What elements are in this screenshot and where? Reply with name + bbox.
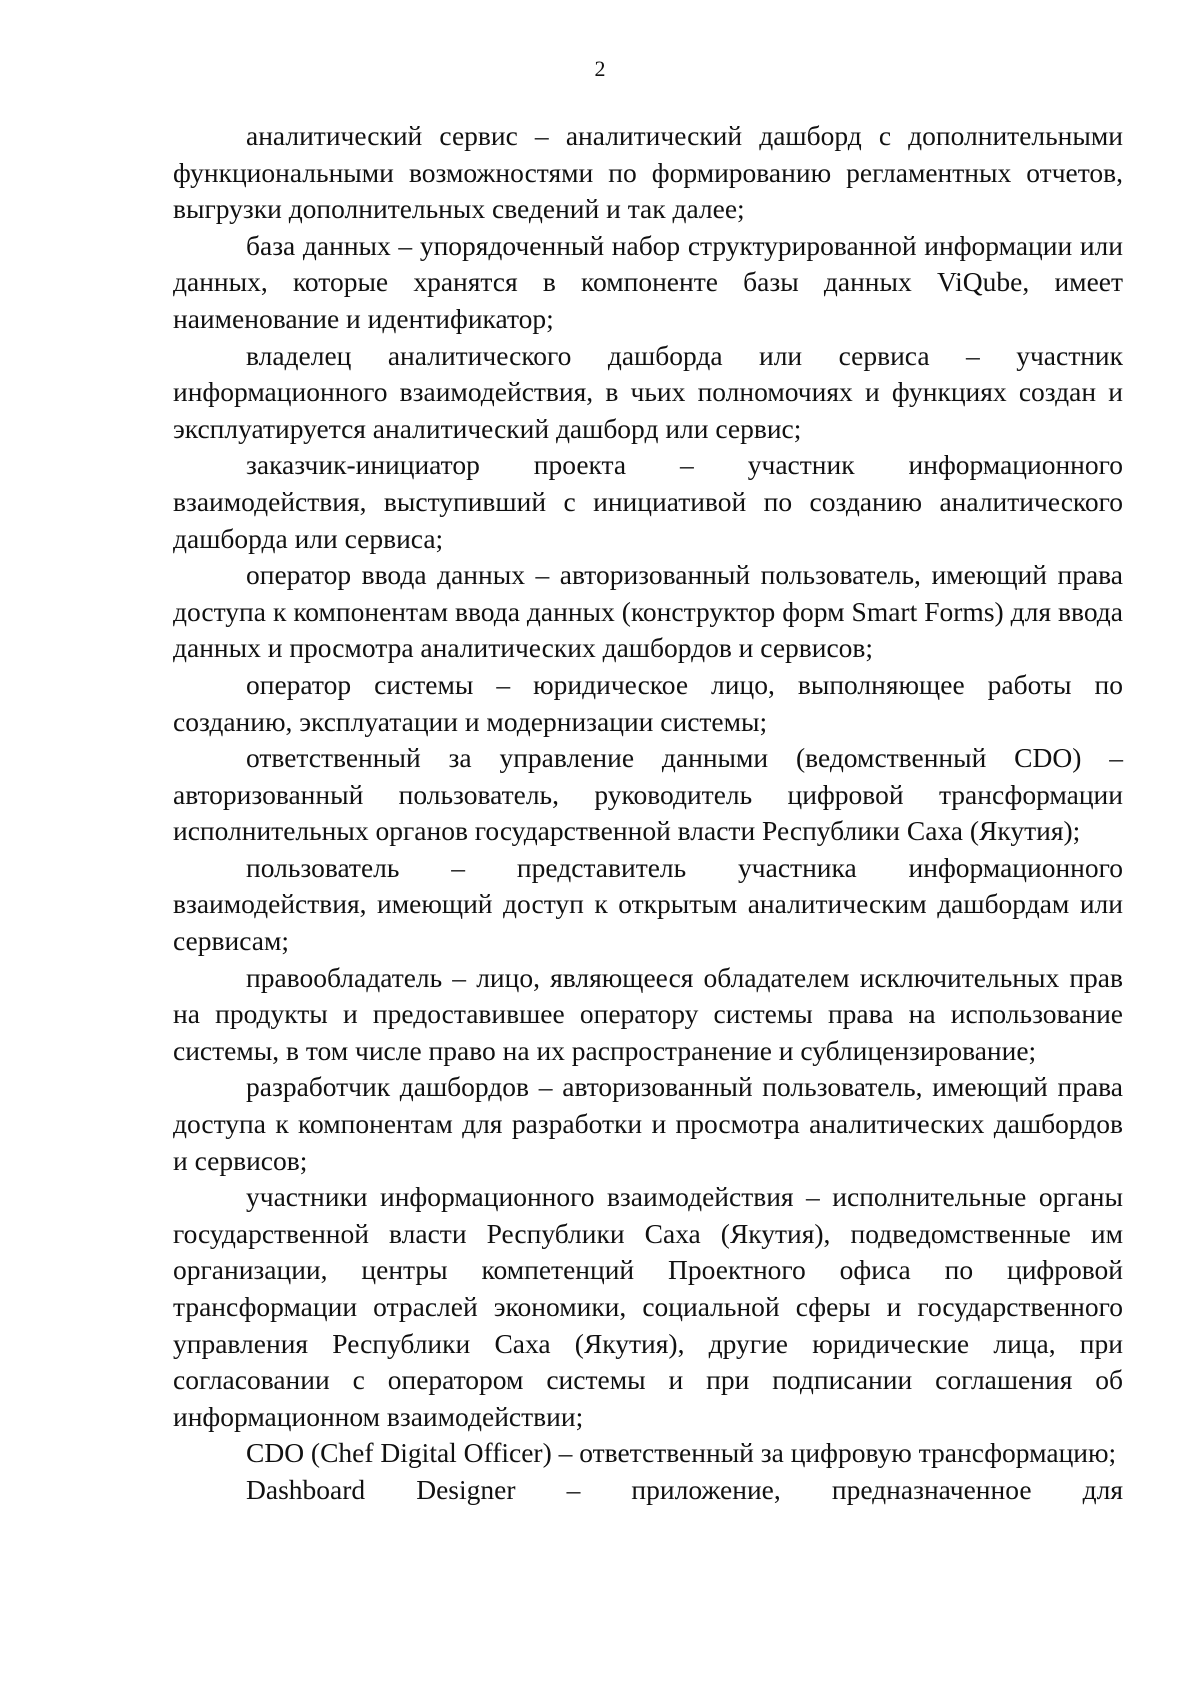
definition-cdo: CDO (Chef Digital Officer) – ответственный за цифровую трансформацию; (246, 1437, 1117, 1469)
page-number: 2 (594, 56, 606, 81)
definitions-list (173, 118, 1123, 1509)
definition-user: пользователь – представитель участника информационного взаимодействия, имеющий доступ к открытым аналитическим дашбордам или сервисам; (173, 851, 1123, 957)
definition-participants: участники информационного взаимодействия – исполнительные органы государственной власти Республики Саха (Якутия), подведомственные им организации, центры компетенций Проектного офиса по цифровой трансформации отраслей экономики, социальной сферы и государственного управления Республики Саха (Якутия), другие юридические лица, при согласовании с оператором системы и при подписании соглашения об информационном взаимодействии; (173, 1181, 1123, 1432)
definition-dashboard-developer: разработчик дашбордов – авторизованный пользователь, имеющий права доступа к компонентам для разработки и просмотра аналитических дашбордов и сервисов; (173, 1071, 1123, 1176)
definition-rights-holder: правообладатель – лицо, являющееся обладателем исключительных прав на продукты и предоставившее оператору системы права на использование системы, в том числе право на их распространение и сублицензирование; (173, 961, 1123, 1066)
definition-data-entry-operator: оператор ввода данных – авторизованный пользователь, имеющий права доступа к компонентам ввода данных (конструктор форм Smart Forms) для ввода данных и просмотра аналитических дашбордов и сервисов; (173, 559, 1123, 664)
definition-data-manager: ответственный за управление данными (ведомственный CDO) – авторизованный пользователь, руководитель цифровой трансформации исполнительных органов государственной власти Республики Саха (Якутия); (173, 742, 1123, 847)
definition-project-initiator: заказчик-инициатор проекта – участник информационного взаимодействия, выступивший с инициативой по созданию аналитического дашборда или сервиса; (173, 449, 1123, 554)
definition-dashboard-owner: владелец аналитического дашборда или сервиса – участник информационного взаимодействия, в чьих полномочиях и функциях создан и эксплуатируется аналитический дашборд или сервис; (173, 339, 1123, 444)
definition-system-operator: оператор системы – юридическое лицо, выполняющее работы по созданию, эксплуатации и модернизации системы; (173, 668, 1123, 737)
definition-analytical-service: аналитический сервис – аналитический дашборд с дополнительными функциональными возможностями по формированию регламентных отчетов, выгрузки дополнительных сведений и так далее; (173, 120, 1123, 225)
definition-dashboard-designer: Dashboard Designer – приложение, предназначенное для (246, 1473, 1123, 1505)
definition-database: база данных – упорядоченный набор структурированной информации или данных, которые хранятся в компоненте базы данных ViQube, имеет наименование и идентификатор; (173, 229, 1123, 334)
